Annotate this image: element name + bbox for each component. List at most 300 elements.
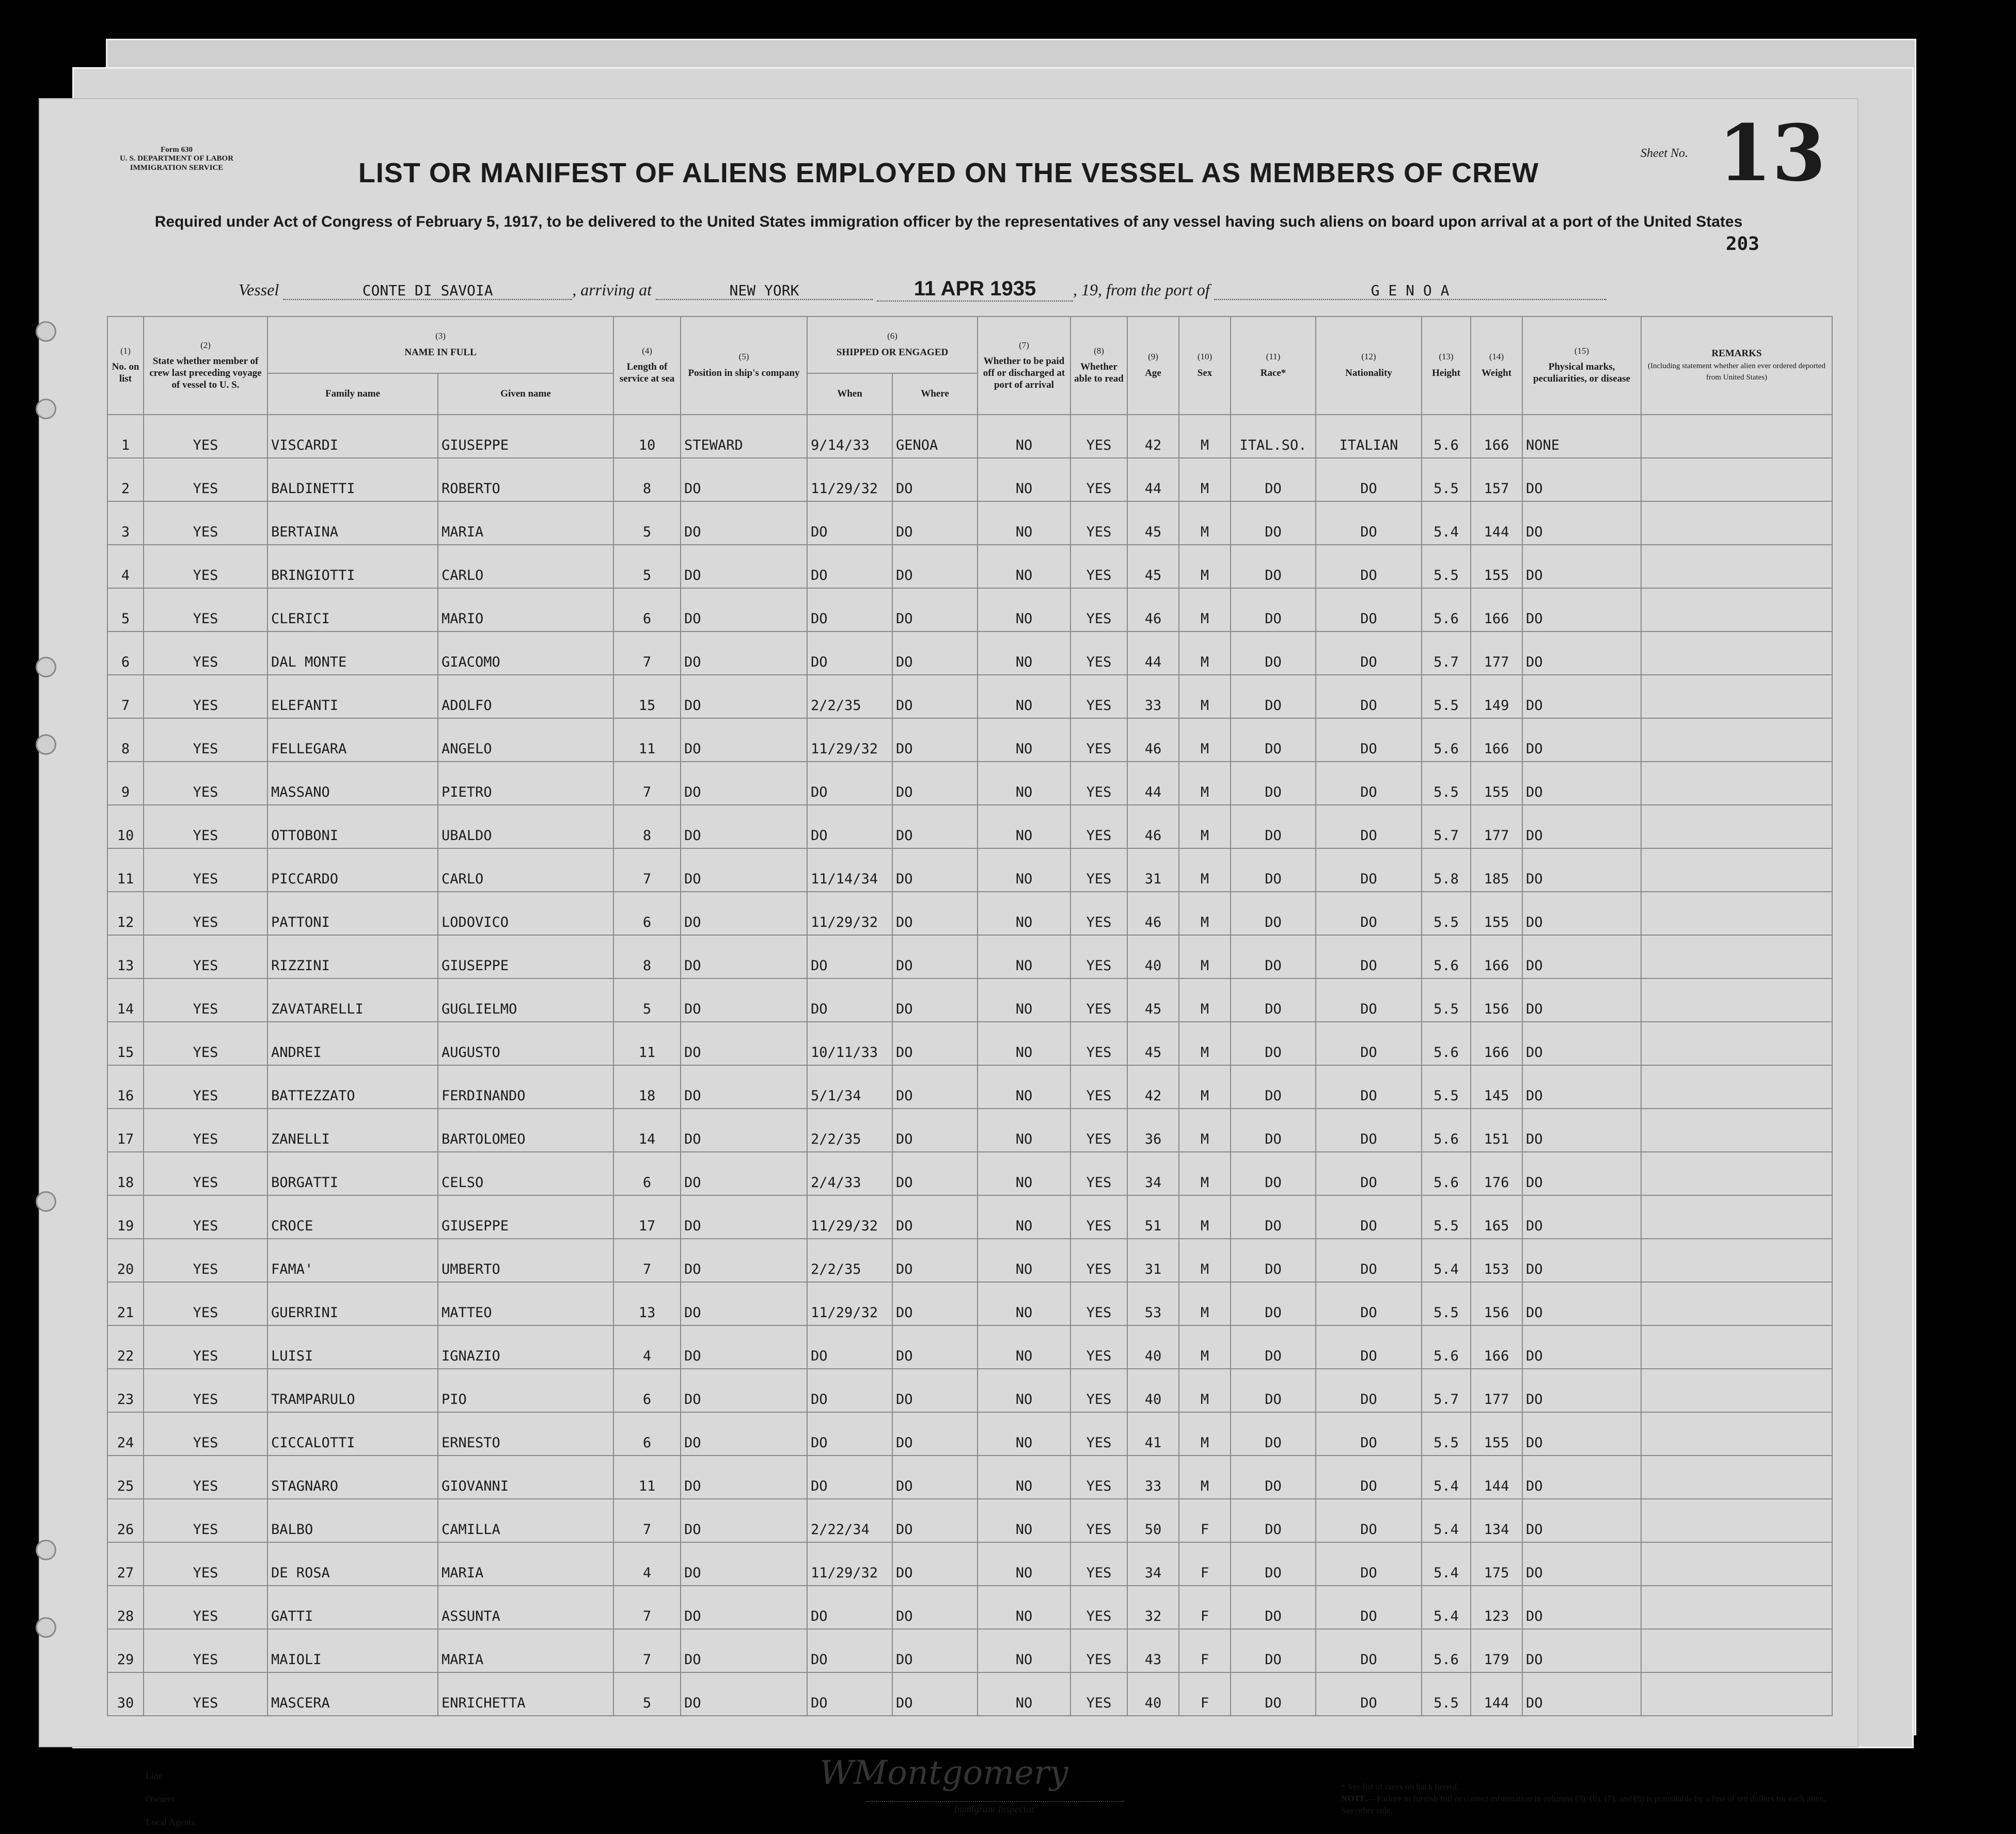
cell-paid-off: NO	[978, 1456, 1070, 1499]
cell-shipped-where: DO	[892, 675, 978, 718]
cell-race: DO	[1231, 1412, 1316, 1456]
cell-row-number: 3	[107, 501, 144, 545]
cell-length-of-service: 11	[613, 1456, 681, 1499]
cell-remarks	[1641, 631, 1832, 675]
cell-weight: 145	[1471, 1065, 1522, 1109]
cell-shipped-where: DO	[892, 892, 978, 935]
cell-previous-voyage: YES	[144, 1282, 267, 1325]
cell-physical-marks: DO	[1522, 805, 1641, 848]
cell-remarks	[1641, 805, 1832, 848]
cell-remarks	[1641, 1629, 1832, 1672]
cell-sex: M	[1179, 458, 1231, 501]
cell-remarks	[1641, 1586, 1832, 1629]
table-row	[107, 935, 1832, 978]
cell-previous-voyage: YES	[144, 1195, 267, 1239]
cell-paid-off: NO	[978, 1542, 1070, 1586]
cell-shipped-when: 11/29/32	[807, 1282, 892, 1325]
cell-race: DO	[1231, 718, 1316, 762]
cell-race: DO	[1231, 1152, 1316, 1195]
cell-previous-voyage: YES	[144, 1022, 267, 1065]
cell-family-name: ZANELLI	[267, 1109, 438, 1152]
cell-nationality: DO	[1316, 762, 1422, 805]
cell-age: 31	[1127, 1239, 1179, 1282]
cell-sex: F	[1179, 1586, 1231, 1629]
cell-previous-voyage: YES	[144, 631, 267, 675]
cell-physical-marks: DO	[1522, 458, 1641, 501]
cell-previous-voyage: YES	[144, 1109, 267, 1152]
cell-weight: 153	[1471, 1239, 1522, 1282]
cell-paid-off: NO	[978, 1369, 1070, 1412]
cell-family-name: CLERICI	[267, 588, 438, 631]
cell-height: 5.4	[1422, 1542, 1471, 1586]
cell-remarks	[1641, 1542, 1832, 1586]
cell-length-of-service: 5	[613, 1672, 681, 1716]
cell-shipped-where: DO	[892, 631, 978, 675]
cell-paid-off: NO	[978, 1152, 1070, 1195]
cell-shipped-when: DO	[807, 545, 892, 588]
cell-age: 46	[1127, 892, 1179, 935]
cell-age: 40	[1127, 1369, 1179, 1412]
cell-nationality: DO	[1316, 1152, 1422, 1195]
cell-race: DO	[1231, 1629, 1316, 1672]
cell-age: 45	[1127, 545, 1179, 588]
cell-paid-off: NO	[978, 588, 1070, 631]
cell-weight: 185	[1471, 848, 1522, 892]
cell-paid-off: NO	[978, 1195, 1070, 1239]
cell-given-name: GIACOMO	[438, 631, 613, 675]
cell-remarks	[1641, 1282, 1832, 1325]
cell-remarks	[1641, 1456, 1832, 1499]
cell-physical-marks: DO	[1522, 762, 1641, 805]
cell-family-name: OTTOBONI	[267, 805, 438, 848]
cell-position: DO	[681, 1109, 807, 1152]
cell-position: DO	[681, 1195, 807, 1239]
cell-remarks	[1641, 1672, 1832, 1716]
cell-shipped-when: 11/29/32	[807, 458, 892, 501]
cell-position: DO	[681, 935, 807, 978]
cell-previous-voyage: YES	[144, 1499, 267, 1542]
cell-nationality: DO	[1316, 1065, 1422, 1109]
cell-shipped-where: DO	[892, 1629, 978, 1672]
cell-family-name: FAMA'	[267, 1239, 438, 1282]
cell-height: 5.6	[1422, 415, 1471, 458]
cell-row-number: 23	[107, 1369, 144, 1412]
cell-age: 44	[1127, 458, 1179, 501]
cell-race: DO	[1231, 892, 1316, 935]
cell-sex: M	[1179, 762, 1231, 805]
cell-given-name: CARLO	[438, 848, 613, 892]
cell-previous-voyage: YES	[144, 1325, 267, 1369]
cell-length-of-service: 5	[613, 501, 681, 545]
cell-position: DO	[681, 1672, 807, 1716]
cell-sex: F	[1179, 1499, 1231, 1542]
cell-given-name: CELSO	[438, 1152, 613, 1195]
cell-physical-marks: DO	[1522, 892, 1641, 935]
cell-length-of-service: 14	[613, 1109, 681, 1152]
cell-weight: 156	[1471, 1282, 1522, 1325]
cell-physical-marks: DO	[1522, 935, 1641, 978]
cell-sex: F	[1179, 1629, 1231, 1672]
cell-family-name: BALBO	[267, 1499, 438, 1542]
cell-height: 5.6	[1422, 1629, 1471, 1672]
races-note: * See list of races on back hereof.	[1341, 1782, 1460, 1792]
crew-rows	[107, 415, 1832, 1716]
cell-shipped-when: DO	[807, 1629, 892, 1672]
col-header-when: When	[807, 373, 892, 415]
cell-given-name: ASSUNTA	[438, 1586, 613, 1629]
cell-weight: 175	[1471, 1542, 1522, 1586]
table-row	[107, 1195, 1832, 1239]
cell-physical-marks: DO	[1522, 1369, 1641, 1412]
cell-race: DO	[1231, 545, 1316, 588]
cell-given-name: MARIA	[438, 1542, 613, 1586]
cell-shipped-where: DO	[892, 1542, 978, 1586]
cell-able-to-read: YES	[1070, 1629, 1127, 1672]
cell-paid-off: NO	[978, 1109, 1070, 1152]
cell-position: DO	[681, 1412, 807, 1456]
cell-weight: 155	[1471, 1412, 1522, 1456]
cell-able-to-read: YES	[1070, 1195, 1127, 1239]
cell-able-to-read: YES	[1070, 718, 1127, 762]
cell-remarks	[1641, 1325, 1832, 1369]
cell-age: 51	[1127, 1195, 1179, 1239]
cell-paid-off: NO	[978, 762, 1070, 805]
cell-given-name: BARTOLOMEO	[438, 1109, 613, 1152]
cell-age: 45	[1127, 501, 1179, 545]
cell-nationality: DO	[1316, 545, 1422, 588]
table-row	[107, 415, 1832, 458]
cell-sex: M	[1179, 978, 1231, 1022]
cell-nationality: ITALIAN	[1316, 415, 1422, 458]
cell-shipped-when: DO	[807, 935, 892, 978]
cell-able-to-read: YES	[1070, 415, 1127, 458]
table-row	[107, 1282, 1832, 1325]
cell-given-name: MARIA	[438, 1629, 613, 1672]
table-row	[107, 805, 1832, 848]
cell-age: 43	[1127, 1629, 1179, 1672]
vessel-name: CONTE DI SAVOIA	[283, 282, 572, 300]
cell-shipped-when: DO	[807, 1325, 892, 1369]
cell-shipped-when: DO	[807, 1456, 892, 1499]
cell-length-of-service: 7	[613, 1499, 681, 1542]
cell-physical-marks: DO	[1522, 1195, 1641, 1239]
col-header-height: (13) Height	[1422, 317, 1471, 415]
cell-row-number: 4	[107, 545, 144, 588]
cell-physical-marks: DO	[1522, 1282, 1641, 1325]
cell-paid-off: NO	[978, 978, 1070, 1022]
cell-race: DO	[1231, 1022, 1316, 1065]
cell-height: 5.4	[1422, 1239, 1471, 1282]
cell-age: 46	[1127, 805, 1179, 848]
owners-label: Owners	[146, 1794, 175, 1804]
cell-row-number: 25	[107, 1456, 144, 1499]
cell-race: DO	[1231, 762, 1316, 805]
cell-position: DO	[681, 892, 807, 935]
cell-age: 34	[1127, 1542, 1179, 1586]
cell-position: DO	[681, 805, 807, 848]
cell-paid-off: NO	[978, 1022, 1070, 1065]
col-header-previous-voyage: (2) State whether member of crew last preceding voyage of vessel to U. S.	[144, 317, 267, 415]
cell-height: 5.6	[1422, 1109, 1471, 1152]
cell-nationality: DO	[1316, 1499, 1422, 1542]
cell-shipped-where: DO	[892, 1456, 978, 1499]
cell-able-to-read: YES	[1070, 501, 1127, 545]
cell-physical-marks: DO	[1522, 1499, 1641, 1542]
cell-shipped-where: DO	[892, 935, 978, 978]
cell-physical-marks: DO	[1522, 1109, 1641, 1152]
cell-physical-marks: DO	[1522, 545, 1641, 588]
cell-remarks	[1641, 1412, 1832, 1456]
from-label: , from the port of	[1097, 280, 1210, 299]
cell-row-number: 13	[107, 935, 144, 978]
cell-remarks	[1641, 892, 1832, 935]
cell-weight: 149	[1471, 675, 1522, 718]
cell-length-of-service: 6	[613, 1412, 681, 1456]
cell-row-number: 16	[107, 1065, 144, 1109]
arriving-port: NEW YORK	[656, 282, 873, 300]
cell-sex: M	[1179, 718, 1231, 762]
cell-position: STEWARD	[681, 415, 807, 458]
cell-physical-marks: DO	[1522, 1542, 1641, 1586]
cell-length-of-service: 13	[613, 1282, 681, 1325]
cell-shipped-where: DO	[892, 1022, 978, 1065]
cell-row-number: 24	[107, 1412, 144, 1456]
cell-position: DO	[681, 588, 807, 631]
cell-height: 5.7	[1422, 1369, 1471, 1412]
table-row	[107, 545, 1832, 588]
cell-able-to-read: YES	[1070, 978, 1127, 1022]
cell-weight: 166	[1471, 1022, 1522, 1065]
cell-able-to-read: YES	[1070, 1325, 1127, 1369]
cell-sex: M	[1179, 1109, 1231, 1152]
cell-shipped-when: 2/4/33	[807, 1152, 892, 1195]
cell-age: 45	[1127, 1022, 1179, 1065]
table-row	[107, 1672, 1832, 1716]
cell-position: DO	[681, 762, 807, 805]
cell-nationality: DO	[1316, 848, 1422, 892]
punch-hole	[36, 657, 56, 677]
cell-height: 5.7	[1422, 631, 1471, 675]
cell-previous-voyage: YES	[144, 935, 267, 978]
cell-family-name: PATTONI	[267, 892, 438, 935]
cell-row-number: 8	[107, 718, 144, 762]
cell-weight: 155	[1471, 762, 1522, 805]
cell-position: DO	[681, 675, 807, 718]
col-header-paid-off: (7) Whether to be paid off or discharged at port of arrival	[978, 317, 1070, 415]
cell-family-name: DE ROSA	[267, 1542, 438, 1586]
table-row	[107, 1369, 1832, 1412]
cell-height: 5.6	[1422, 718, 1471, 762]
cell-position: DO	[681, 1499, 807, 1542]
cell-race: DO	[1231, 1195, 1316, 1239]
cell-height: 5.5	[1422, 1282, 1471, 1325]
cell-race: DO	[1231, 1369, 1316, 1412]
cell-row-number: 28	[107, 1586, 144, 1629]
cell-age: 34	[1127, 1152, 1179, 1195]
cell-paid-off: NO	[978, 1065, 1070, 1109]
cell-able-to-read: YES	[1070, 458, 1127, 501]
cell-height: 5.6	[1422, 1325, 1471, 1369]
cell-previous-voyage: YES	[144, 1239, 267, 1282]
cell-shipped-when: 5/1/34	[807, 1065, 892, 1109]
cell-shipped-when: 11/29/32	[807, 892, 892, 935]
cell-position: DO	[681, 1022, 807, 1065]
cell-given-name: ENRICHETTA	[438, 1672, 613, 1716]
cell-race: DO	[1231, 1456, 1316, 1499]
sheet-label: Sheet No.	[1641, 147, 1688, 160]
cell-paid-off: NO	[978, 1586, 1070, 1629]
cell-sex: M	[1179, 675, 1231, 718]
cell-family-name: TRAMPARULO	[267, 1369, 438, 1412]
cell-able-to-read: YES	[1070, 892, 1127, 935]
cell-remarks	[1641, 545, 1832, 588]
cell-shipped-where: DO	[892, 1239, 978, 1282]
crew-manifest-table	[107, 316, 1833, 1716]
cell-weight: 144	[1471, 1456, 1522, 1499]
cell-row-number: 15	[107, 1022, 144, 1065]
cell-sex: M	[1179, 1195, 1231, 1239]
cell-weight: 177	[1471, 1369, 1522, 1412]
page-subtitle: Required under Act of Congress of February 5, 1917, to be delivered to the United States immigration officer by the representatives of any vessel having such aliens on board upon arrival at a port of the United States	[154, 213, 1743, 230]
cell-family-name: VISCARDI	[267, 415, 438, 458]
cell-nationality: DO	[1316, 718, 1422, 762]
table-row	[107, 1542, 1832, 1586]
cell-remarks	[1641, 935, 1832, 978]
cell-age: 46	[1127, 718, 1179, 762]
cell-family-name: RIZZINI	[267, 935, 438, 978]
cell-physical-marks: DO	[1522, 501, 1641, 545]
cell-able-to-read: YES	[1070, 675, 1127, 718]
cell-row-number: 18	[107, 1152, 144, 1195]
cell-length-of-service: 5	[613, 978, 681, 1022]
col-header-name: (3) NAME IN FULL	[267, 317, 613, 373]
cell-given-name: LODOVICO	[438, 892, 613, 935]
cell-age: 33	[1127, 675, 1179, 718]
cell-physical-marks: DO	[1522, 1456, 1641, 1499]
cell-age: 40	[1127, 1672, 1179, 1716]
cell-height: 5.4	[1422, 1586, 1471, 1629]
cell-shipped-where: DO	[892, 545, 978, 588]
cell-sex: M	[1179, 892, 1231, 935]
cell-position: DO	[681, 1542, 807, 1586]
vessel-line	[239, 277, 1606, 302]
cell-length-of-service: 11	[613, 1022, 681, 1065]
cell-given-name: PIETRO	[438, 762, 613, 805]
cell-weight: 166	[1471, 415, 1522, 458]
cell-shipped-where: DO	[892, 1109, 978, 1152]
cell-remarks	[1641, 762, 1832, 805]
table-row	[107, 1152, 1832, 1195]
cell-paid-off: NO	[978, 545, 1070, 588]
cell-physical-marks: DO	[1522, 675, 1641, 718]
cell-remarks	[1641, 458, 1832, 501]
cell-race: DO	[1231, 1586, 1316, 1629]
cell-able-to-read: YES	[1070, 1412, 1127, 1456]
cell-given-name: FERDINANDO	[438, 1065, 613, 1109]
cell-shipped-when: DO	[807, 1586, 892, 1629]
cell-previous-voyage: YES	[144, 1629, 267, 1672]
punch-hole	[36, 734, 56, 755]
table-row	[107, 1456, 1832, 1499]
cell-nationality: DO	[1316, 588, 1422, 631]
cell-given-name: CAMILLA	[438, 1499, 613, 1542]
cell-weight: 177	[1471, 631, 1522, 675]
cell-shipped-where: DO	[892, 1412, 978, 1456]
cell-weight: 166	[1471, 935, 1522, 978]
cell-family-name: MASCERA	[267, 1672, 438, 1716]
cell-paid-off: NO	[978, 415, 1070, 458]
cell-paid-off: NO	[978, 1672, 1070, 1716]
cell-sex: M	[1179, 545, 1231, 588]
cell-family-name: BRINGIOTTI	[267, 545, 438, 588]
table-row	[107, 1109, 1832, 1152]
cell-race: ITAL.SO.	[1231, 415, 1316, 458]
cell-nationality: DO	[1316, 892, 1422, 935]
cell-physical-marks: DO	[1522, 1325, 1641, 1369]
cell-sex: M	[1179, 501, 1231, 545]
cell-length-of-service: 7	[613, 1629, 681, 1672]
cell-physical-marks: DO	[1522, 1022, 1641, 1065]
cell-family-name: FELLEGARA	[267, 718, 438, 762]
cell-paid-off: NO	[978, 805, 1070, 848]
cell-age: 44	[1127, 631, 1179, 675]
cell-physical-marks: DO	[1522, 1065, 1641, 1109]
col-header-no: (1) No. on list	[107, 317, 144, 415]
cell-position: DO	[681, 631, 807, 675]
cell-length-of-service: 10	[613, 415, 681, 458]
cell-given-name: CARLO	[438, 545, 613, 588]
cell-physical-marks: DO	[1522, 588, 1641, 631]
cell-row-number: 5	[107, 588, 144, 631]
cell-paid-off: NO	[978, 1282, 1070, 1325]
cell-physical-marks: DO	[1522, 718, 1641, 762]
cell-remarks	[1641, 978, 1832, 1022]
cell-given-name: ERNESTO	[438, 1412, 613, 1456]
cell-paid-off: NO	[978, 718, 1070, 762]
cell-shipped-when: DO	[807, 805, 892, 848]
cell-given-name: GIUSEPPE	[438, 415, 613, 458]
cell-row-number: 14	[107, 978, 144, 1022]
cell-able-to-read: YES	[1070, 1672, 1127, 1716]
cell-able-to-read: YES	[1070, 631, 1127, 675]
table-row	[107, 1022, 1832, 1065]
cell-sex: F	[1179, 1542, 1231, 1586]
cell-race: DO	[1231, 588, 1316, 631]
cell-sex: M	[1179, 588, 1231, 631]
cell-sex: M	[1179, 805, 1231, 848]
cell-height: 5.4	[1422, 1499, 1471, 1542]
col-header-able-to-read: (8) Whether able to read	[1070, 317, 1127, 415]
cell-row-number: 19	[107, 1195, 144, 1239]
cell-position: DO	[681, 1282, 807, 1325]
table-row	[107, 1239, 1832, 1282]
cell-previous-voyage: YES	[144, 1152, 267, 1195]
cell-family-name: CROCE	[267, 1195, 438, 1239]
cell-paid-off: NO	[978, 501, 1070, 545]
cell-family-name: MAIOLI	[267, 1629, 438, 1672]
cell-weight: 144	[1471, 501, 1522, 545]
cell-remarks	[1641, 1065, 1832, 1109]
cell-height: 5.5	[1422, 1412, 1471, 1456]
cell-nationality: DO	[1316, 1369, 1422, 1412]
cell-previous-voyage: YES	[144, 718, 267, 762]
cell-given-name: GIUSEPPE	[438, 1195, 613, 1239]
col-header-nationality: (12) Nationality	[1316, 317, 1422, 415]
cell-row-number: 17	[107, 1109, 144, 1152]
cell-shipped-where: DO	[892, 718, 978, 762]
cell-height: 5.6	[1422, 1022, 1471, 1065]
cell-able-to-read: YES	[1070, 1239, 1127, 1282]
